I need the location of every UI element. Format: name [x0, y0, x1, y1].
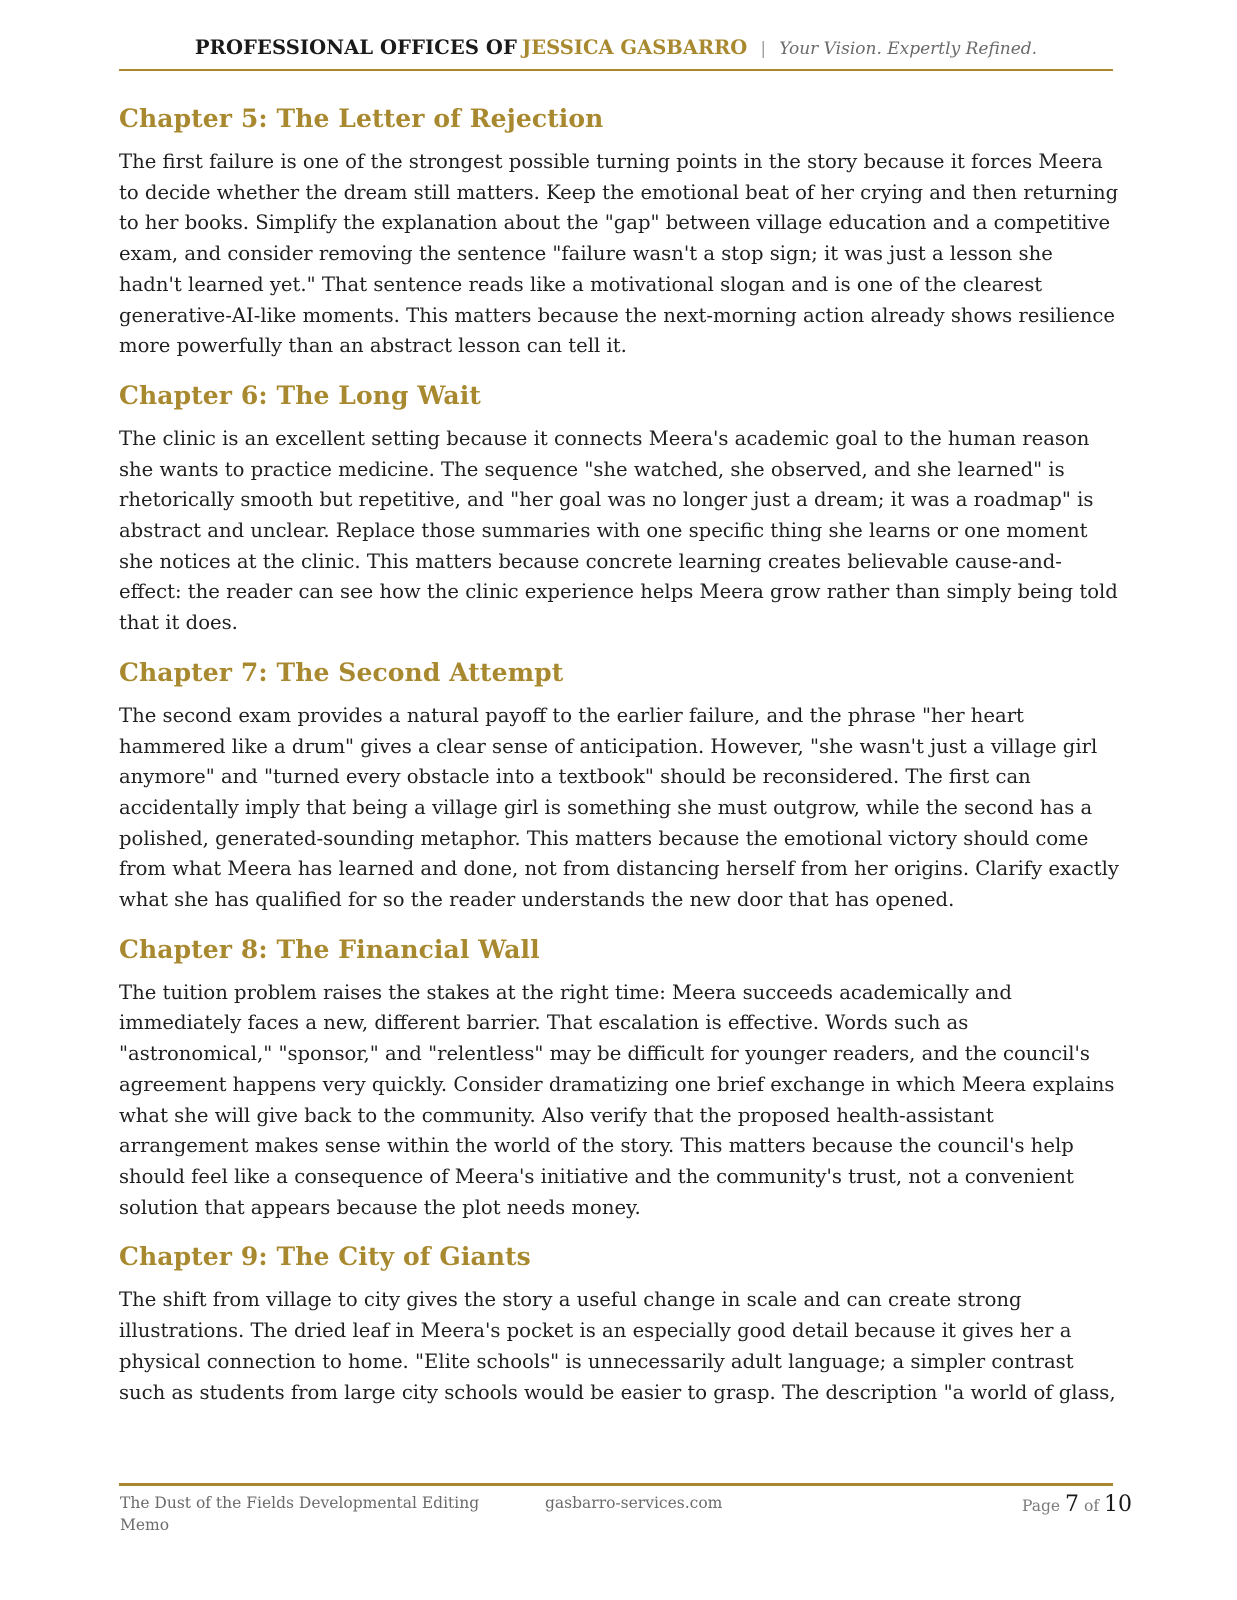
chapter-paragraph: The clinic is an excellent setting because it connects Meera's academic goal to the human reason she wants to practice medicine. The sequence "she watched, she observed, and she learned" is rhetorically smooth but repetitive, and "her goal was no longer just a dream; it was a roadmap" is abstract and unclear. Replace those summaries with one specific thing she learns or one moment she notices at the clinic. This matters because concrete learning creates believable cause-and-effect: the reader can see how the clinic experience helps Meera grow rather than simply being told that it does. [119, 426, 1118, 635]
chapter-paragraph: The second exam provides a natural payoff to the earlier failure, and the phrase "her heart hammered like a drum" gives a clear sense of anticipation. However, "she wasn't just a village girl anymore" and "turned every obstacle into a textbook" should be reconsidered. The first can accidentally imply that being a village girl is something she must outgrow, while the second has a polished, generated-sounding metaphor. This matters because the emotional victory should come from what Meera has learned and done, not from distancing herself from her origins. Clarify exactly what she has qualified for so the reader understands the new door that has opened. [119, 703, 1119, 912]
of-label: of [1083, 1497, 1100, 1515]
chapter-heading: Chapter 5: The Letter of Rejection [119, 104, 604, 133]
firm-name: JESSICA GASBARRO [522, 36, 748, 59]
chapter-heading: Chapter 8: The Financial Wall [119, 934, 540, 964]
chapter-heading: Chapter 6: The Long Wait [119, 380, 481, 410]
footer-document-title: The Dust of the Fields Developmental Editing Memo [120, 1494, 480, 1534]
chapter-paragraph: The first failure is one of the strongest possible turning points in the story because it forces Meera to decide whether the dream still matters. Keep the emotional beat of her crying and then returning to her books. Simplify the explanation about the "gap" between village education and a competitive exam, and consider removing the sentence "failure wasn't a stop sign; it was just a lesson she hadn't learned yet." That sentence reads like a motivational slogan and is one of the clearest generative-AI-like moments. This matters because the next-morning action already shows resilience more powerfully than an abstract lesson can tell it. [119, 150, 1119, 358]
chapter-paragraph: The tuition problem raises the stakes at the right time: Meera succeeds academically and immediately faces a new, different barrier. That escalation is effective. Words such as "astronomical," "sponsor," and "relentless" may be difficult for younger readers, and the council's agreement happens very quickly. Consider dramatizing one brief exchange in which Meera explains what she will give back to the community. Also verify that the proposed health-assistant arrangement makes sense within the world of the story. This matters because the council's help should feel like a consequence of Meera's initiative and the community's trust, not a convenient solution that appears because the plot needs money. [119, 980, 1115, 1219]
chapter-heading: Chapter 9: The City of Giants [119, 1242, 531, 1272]
chapter-section [119, 1238, 1119, 1408]
page-number [1022, 1492, 1132, 1517]
page-label: Page [1022, 1497, 1061, 1515]
chapter-section [119, 100, 1119, 362]
header-divider [119, 69, 1113, 71]
header-tagline: Your Vision. Expertly Refined. [779, 39, 1038, 59]
page-current: 7 [1065, 1492, 1080, 1517]
chapter-section [119, 654, 1119, 916]
page-total: 10 [1104, 1492, 1132, 1517]
chapter-section [119, 931, 1119, 1224]
footer-divider [119, 1483, 1113, 1486]
page-header [119, 36, 1113, 59]
memo-body [119, 100, 1119, 1423]
footer-website: gasbarro-services.com [545, 1494, 723, 1512]
header-separator: | [760, 39, 767, 59]
chapter-section [119, 377, 1119, 639]
firm-label: PROFESSIONAL OFFICES OF [194, 36, 517, 59]
chapter-paragraph: The shift from village to city gives the story a useful change in scale and can create strong illustrations. The dried leaf in Meera's pocket is an especially good detail because it gives her a physical connection to home. "Elite schools" is unnecessarily adult language; a simpler contrast such as students from large city schools would be easier to grasp. The description "a world of glass, [119, 1288, 1116, 1404]
chapter-heading: Chapter 7: The Second Attempt [119, 657, 564, 687]
